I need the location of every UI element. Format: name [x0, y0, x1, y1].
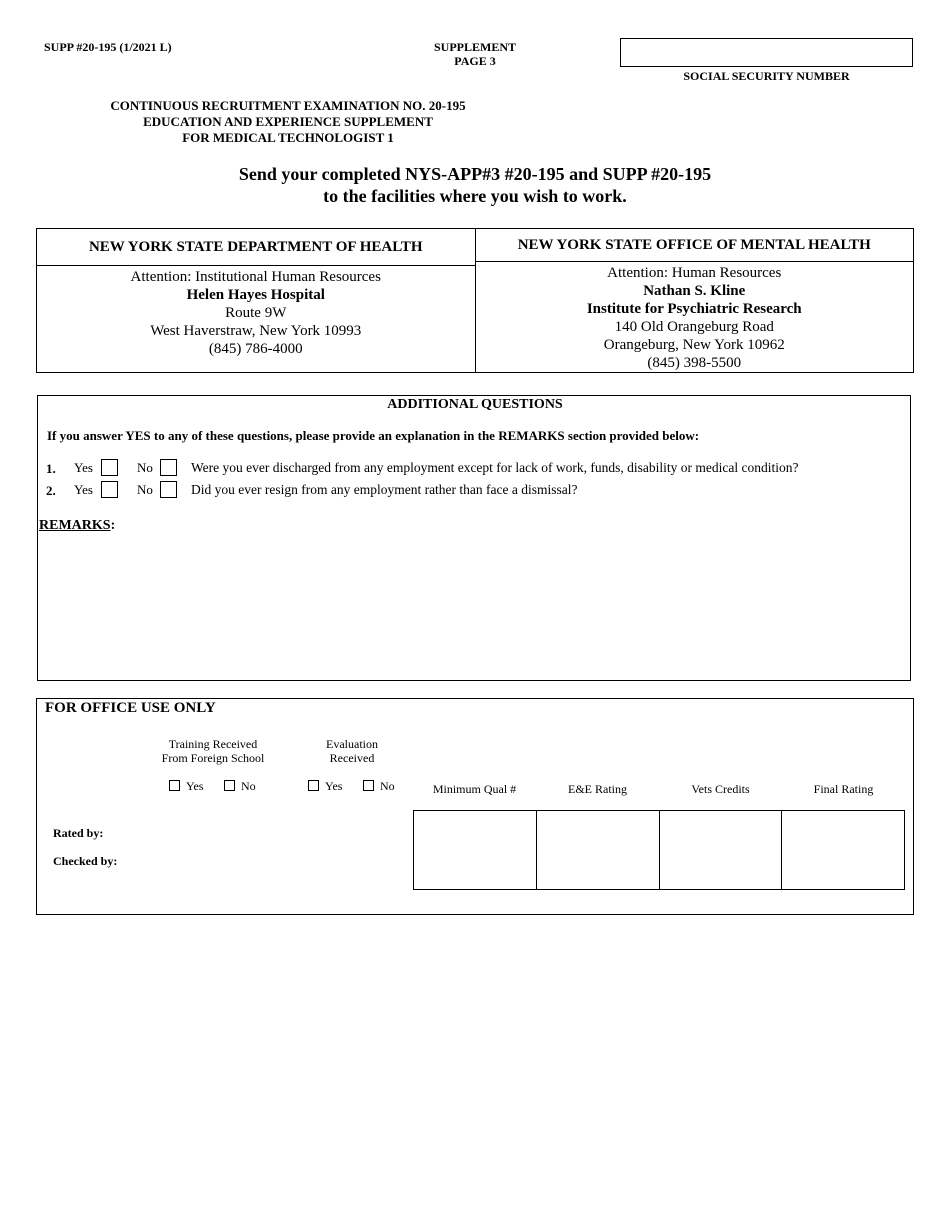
evaluation-no-checkbox[interactable]: [363, 780, 374, 791]
question-2-no-label: No: [137, 482, 153, 497]
exam-title-line1: CONTINUOUS RECRUITMENT EXAMINATION NO. 20-195: [110, 98, 466, 113]
final-rating-heading: Final Rating: [813, 782, 874, 796]
training-no-option[interactable]: [224, 779, 256, 794]
evaluation-received-heading: [302, 737, 402, 765]
agency-omh: [475, 229, 914, 372]
question-1-yes-label: Yes: [74, 460, 93, 475]
agency-omh-attention: Attention: Human Resources: [607, 265, 782, 281]
agency-doh-facility: Helen Hayes Hospital: [186, 287, 325, 303]
evaluation-yes-checkbox[interactable]: [308, 780, 319, 791]
rated-by-label: Rated by:: [53, 826, 104, 840]
training-received-heading: [143, 737, 283, 765]
question-1-no-checkbox[interactable]: [160, 459, 177, 476]
agency-omh-phone: (845) 398-5500: [647, 355, 742, 371]
supplement-header: [410, 40, 540, 68]
agency-table: [36, 228, 914, 373]
vets-credits-heading: Vets Credits: [691, 782, 750, 796]
agency-doh-address1: Route 9W: [225, 305, 287, 321]
evaluation-no-option[interactable]: [363, 779, 395, 794]
question-1-yes-checkbox[interactable]: [101, 459, 118, 476]
training-yes-checkbox[interactable]: [169, 780, 180, 791]
remarks-input[interactable]: [39, 541, 909, 677]
agency-doh-phone: (845) 786-4000: [208, 341, 303, 357]
office-use-title: FOR OFFICE USE ONLY: [45, 700, 216, 716]
checked-by-label: Checked by:: [53, 854, 118, 868]
question-2-yes-checkbox[interactable]: [101, 481, 118, 498]
additional-questions-title: ADDITIONAL QUESTIONS: [387, 397, 563, 412]
evaluation-heading-line2: Received: [329, 751, 375, 765]
ee-rating-heading: E&E Rating: [568, 782, 627, 796]
agency-doh-address2: West Haverstraw, New York 10993: [150, 323, 362, 339]
final-rating-input[interactable]: [781, 811, 904, 889]
remarks-label-text: REMARKS: [39, 518, 111, 533]
question-1-no-label: No: [137, 460, 153, 475]
agency-omh-facility: Nathan S. Kline: [643, 283, 746, 299]
vets-credits-input[interactable]: [659, 811, 782, 889]
ee-rating-input[interactable]: [536, 811, 659, 889]
remarks-label: [39, 518, 115, 534]
evaluation-yes-label: Yes: [325, 779, 343, 793]
additional-questions-section: [37, 395, 911, 681]
ssn-input[interactable]: [620, 38, 913, 67]
question-2-no-checkbox[interactable]: [160, 481, 177, 498]
evaluation-no-label: No: [380, 779, 395, 793]
agency-doh-attention: Attention: Institutional Human Resources: [130, 269, 381, 285]
training-yes-option[interactable]: [169, 779, 203, 794]
send-instructions-line2: to the facilities where you wish to work.: [323, 186, 627, 206]
remarks-label-colon: :: [110, 518, 116, 533]
agency-doh-name: NEW YORK STATE DEPARTMENT OF HEALTH: [37, 229, 475, 266]
exam-title-line2: EDUCATION AND EXPERIENCE SUPPLEMENT: [143, 114, 433, 129]
ssn-label: SOCIAL SECURITY NUMBER: [683, 69, 850, 83]
question-1-text: Were you ever discharged from any employment except for lack of work, funds, disability or medical condition?: [191, 460, 799, 475]
agency-omh-facility2: Institute for Psychiatric Research: [586, 301, 802, 317]
minimum-qual-heading: Minimum Qual #: [432, 782, 517, 796]
page-number: PAGE 3: [454, 54, 496, 68]
question-2-number: 2.: [46, 483, 56, 498]
agency-omh-address1: 140 Old Orangeburg Road: [614, 319, 774, 335]
office-use-section: [36, 698, 914, 915]
agency-omh-address2: Orangeburg, New York 10962: [603, 337, 785, 353]
exam-title-line3: FOR MEDICAL TECHNOLOGIST 1: [182, 130, 394, 145]
minimum-qual-input[interactable]: [414, 811, 536, 889]
training-heading-line1: Training Received: [168, 737, 258, 751]
form-code: SUPP #20-195 (1/2021 L): [44, 40, 172, 54]
send-instructions-line1: Send your completed NYS-APP#3 #20-195 and SUPP #20-195: [238, 164, 712, 184]
training-no-label: No: [241, 779, 256, 793]
additional-questions-instruction: If you answer YES to any of these questions, please provide an explanation in the REMARKS section provided below:: [47, 428, 700, 443]
supplement-label: SUPPLEMENT: [433, 40, 516, 54]
rating-grid: [413, 810, 905, 890]
question-2-text: Did you ever resign from any employment rather than face a dismissal?: [191, 482, 578, 497]
send-instructions: [0, 163, 950, 207]
agency-doh: [37, 229, 475, 372]
exam-title: [48, 98, 528, 146]
agency-omh-address: [476, 262, 914, 372]
training-no-checkbox[interactable]: [224, 780, 235, 791]
agency-doh-address: [37, 266, 475, 358]
question-2-yes-label: Yes: [74, 482, 93, 497]
evaluation-heading-line1: Evaluation: [326, 737, 378, 751]
question-1-number: 1.: [46, 461, 56, 476]
agency-omh-name: NEW YORK STATE OFFICE OF MENTAL HEALTH: [476, 229, 914, 262]
evaluation-yes-option[interactable]: [308, 779, 342, 794]
training-yes-label: Yes: [186, 779, 204, 793]
training-heading-line2: From Foreign School: [161, 751, 265, 765]
